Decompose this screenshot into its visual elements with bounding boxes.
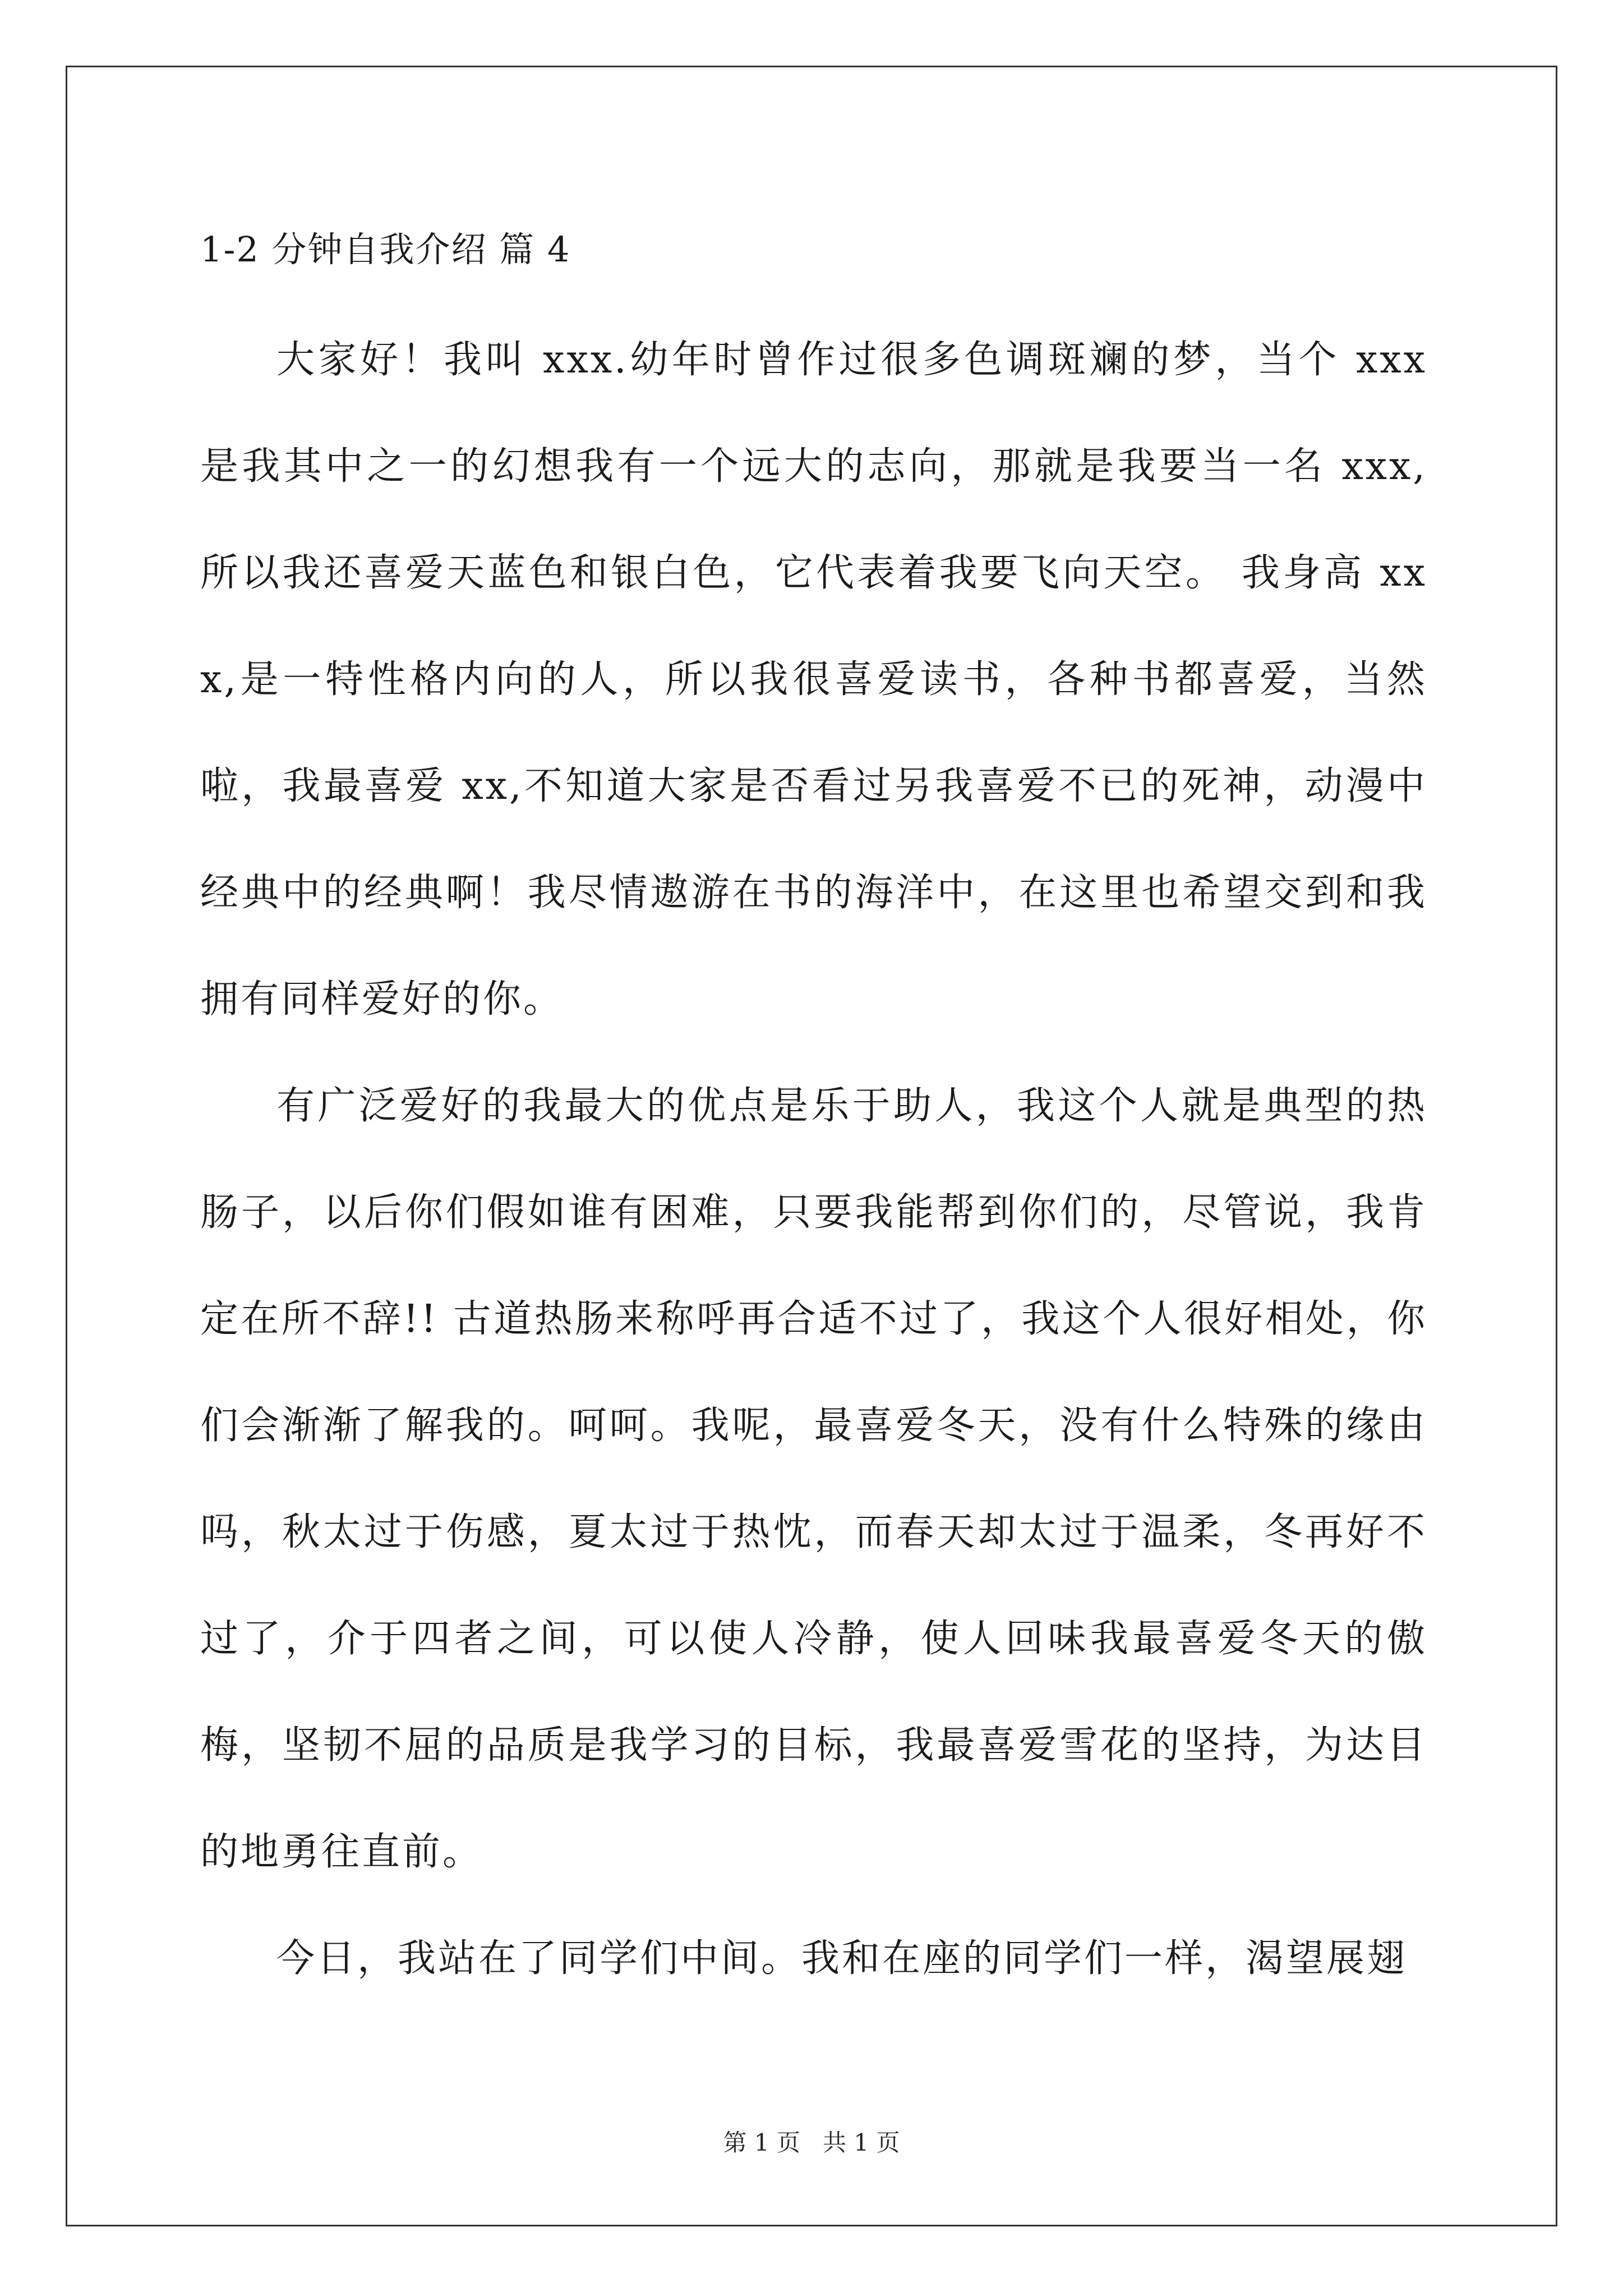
paragraph-intro: 大家好！我叫 xxx.幼年时曾作过很多色调斑斓的梦，当个 xxx 是我其中之一的幻想我有一个远大的志向，那就是我要当一名 xxx,所以我还喜爱天蓝色和银白色，它代表着我要飞向天空。 我身高 xxx,是一特性格内向的人，所以我很喜爱读书，各种书都喜爱，当然啦，我最喜爱 xx,不知道大家是否看过另我喜爱不已的死神，动漫中经典中的经典啊！我尽情遨游在书的海洋中，在这里也希望交到和我拥有同样爱好的你。 — [200, 338, 1427, 1022]
paragraph-hobbies: 有广泛爱好的我最大的优点是乐于助人，我这个人就是典型的热肠子，以后你们假如谁有困难，只要我能帮到你们的，尽管说，我肯定在所不辞!! 古道热肠来称呼再合适不过了，我这个人很好相处，你们会渐渐了解我的。呵呵。我呢，最喜爱冬天，没有什么特殊的缘由吗，秋太过于伤感，夏太过于热忱，而春天却太过于温柔，冬再好不过了，介于四者之间，可以使人冷静，使人回味我最喜爱冬天的傲梅，坚韧不屈的品质是我学习的目标，我最喜爱雪花的坚持，为达目的地勇往直前。 — [200, 1084, 1427, 1874]
paragraph-today: 今日，我站在了同学们中间。我和在座的同学们一样，渴望展翅 — [276, 1936, 1408, 1981]
page-number-footer: 第 1 页 共 1 页 — [723, 2129, 900, 2156]
document-content — [200, 222, 1427, 2012]
document-body — [200, 307, 1427, 2012]
document-title: 1-2 分钟自我介绍 篇 4 — [200, 229, 571, 270]
